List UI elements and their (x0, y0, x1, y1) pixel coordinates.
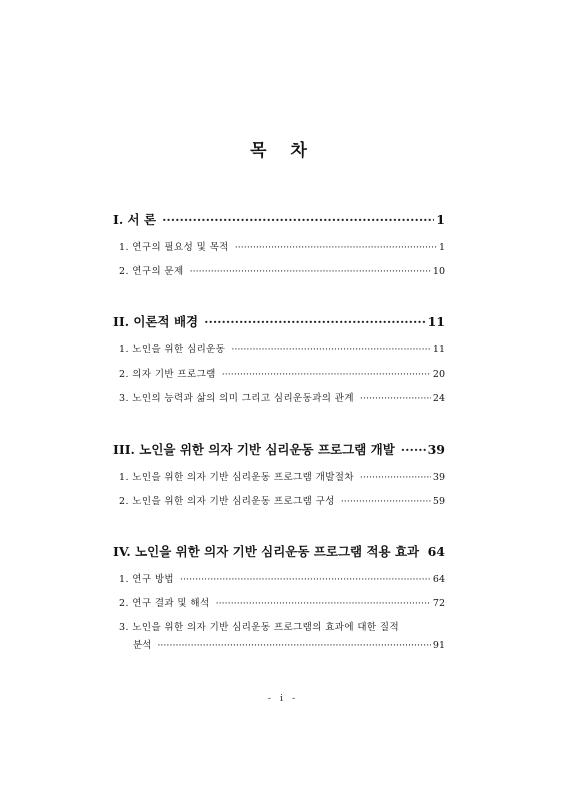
section-label: 2. 노인을 위한 의자 기반 심리운동 프로그램 구성 (119, 496, 335, 507)
section-page-number: 72 (432, 598, 445, 609)
section-page-number: 64 (432, 574, 445, 585)
toc-section-4-1[interactable] (119, 571, 445, 585)
dot-leader (216, 598, 431, 609)
chapter-label: III. 노인을 위한 의자 기반 심리운동 프로그램 개발 (113, 442, 395, 457)
dot-leader (162, 212, 434, 227)
section-page-number: 20 (432, 369, 445, 380)
section-label: 3. 노인을 위한 의자 기반 심리운동 프로그램의 효과에 대한 질적 (119, 622, 400, 633)
section-page-number: 24 (432, 393, 445, 404)
dot-leader (341, 496, 431, 507)
dot-leader (204, 314, 425, 329)
page-title: 목 차 (250, 141, 316, 161)
section-page-number: 91 (432, 640, 445, 651)
section-label-continuation: 분석 (133, 640, 152, 651)
section-page-number: 39 (432, 472, 445, 483)
chapter-label: II. 이론적 배경 (113, 314, 199, 329)
toc-section-4-2[interactable] (119, 595, 445, 609)
dot-leader (360, 472, 431, 483)
toc-section-2-3[interactable] (119, 390, 445, 404)
toc-chapter-4[interactable] (113, 542, 445, 560)
page-number-footer: - i - (267, 693, 299, 704)
dot-leader (222, 369, 431, 380)
chapter-page-number: 39 (427, 442, 445, 457)
chapter-page-number: 64 (427, 544, 445, 559)
section-label: 1. 연구의 필요성 및 목적 (119, 242, 229, 253)
toc-chapter-2[interactable] (113, 312, 445, 330)
section-page-number: 11 (432, 344, 445, 355)
chapter-page-number: 11 (427, 314, 445, 329)
toc-section-2-1[interactable] (119, 341, 445, 355)
dot-leader (360, 393, 431, 404)
dot-leader (180, 574, 431, 585)
toc-chapter-1[interactable] (113, 210, 445, 228)
section-label: 1. 노인을 위한 의자 기반 심리운동 프로그램 개발절차 (119, 472, 354, 483)
chapter-label: I. 서 론 (113, 212, 157, 227)
dot-leader (157, 640, 431, 651)
toc-section-1-1[interactable] (119, 239, 445, 253)
section-label: 2. 연구 결과 및 해석 (119, 598, 210, 609)
toc-section-4-3-continuation[interactable] (133, 637, 445, 651)
section-label: 3. 노인의 능력과 삶의 의미 그리고 심리운동과의 관계 (119, 393, 354, 404)
toc-section-1-2[interactable] (119, 263, 445, 277)
section-label: 2. 연구의 문제 (119, 266, 184, 277)
dot-leader (231, 344, 431, 355)
section-label: 1. 연구 방법 (119, 574, 175, 585)
toc-section-3-2[interactable] (119, 493, 445, 507)
dot-leader (401, 442, 426, 457)
section-page-number: 59 (432, 496, 445, 507)
toc-section-2-2[interactable] (119, 366, 445, 380)
toc-section-3-1[interactable] (119, 469, 445, 483)
section-label: 2. 의자 기반 프로그램 (119, 369, 216, 380)
section-page-number: 10 (432, 266, 445, 277)
section-label: 1. 노인을 위한 심리운동 (119, 344, 226, 355)
section-page-number: 1 (438, 242, 445, 253)
dot-leader (190, 266, 431, 277)
toc-chapter-3[interactable] (113, 440, 445, 458)
dot-leader (235, 242, 437, 253)
chapter-page-number: 1 (436, 212, 445, 227)
toc-section-4-3[interactable] (119, 619, 445, 633)
chapter-label: IV. 노인을 위한 의자 기반 심리운동 프로그램 적용 효과 (113, 544, 420, 559)
